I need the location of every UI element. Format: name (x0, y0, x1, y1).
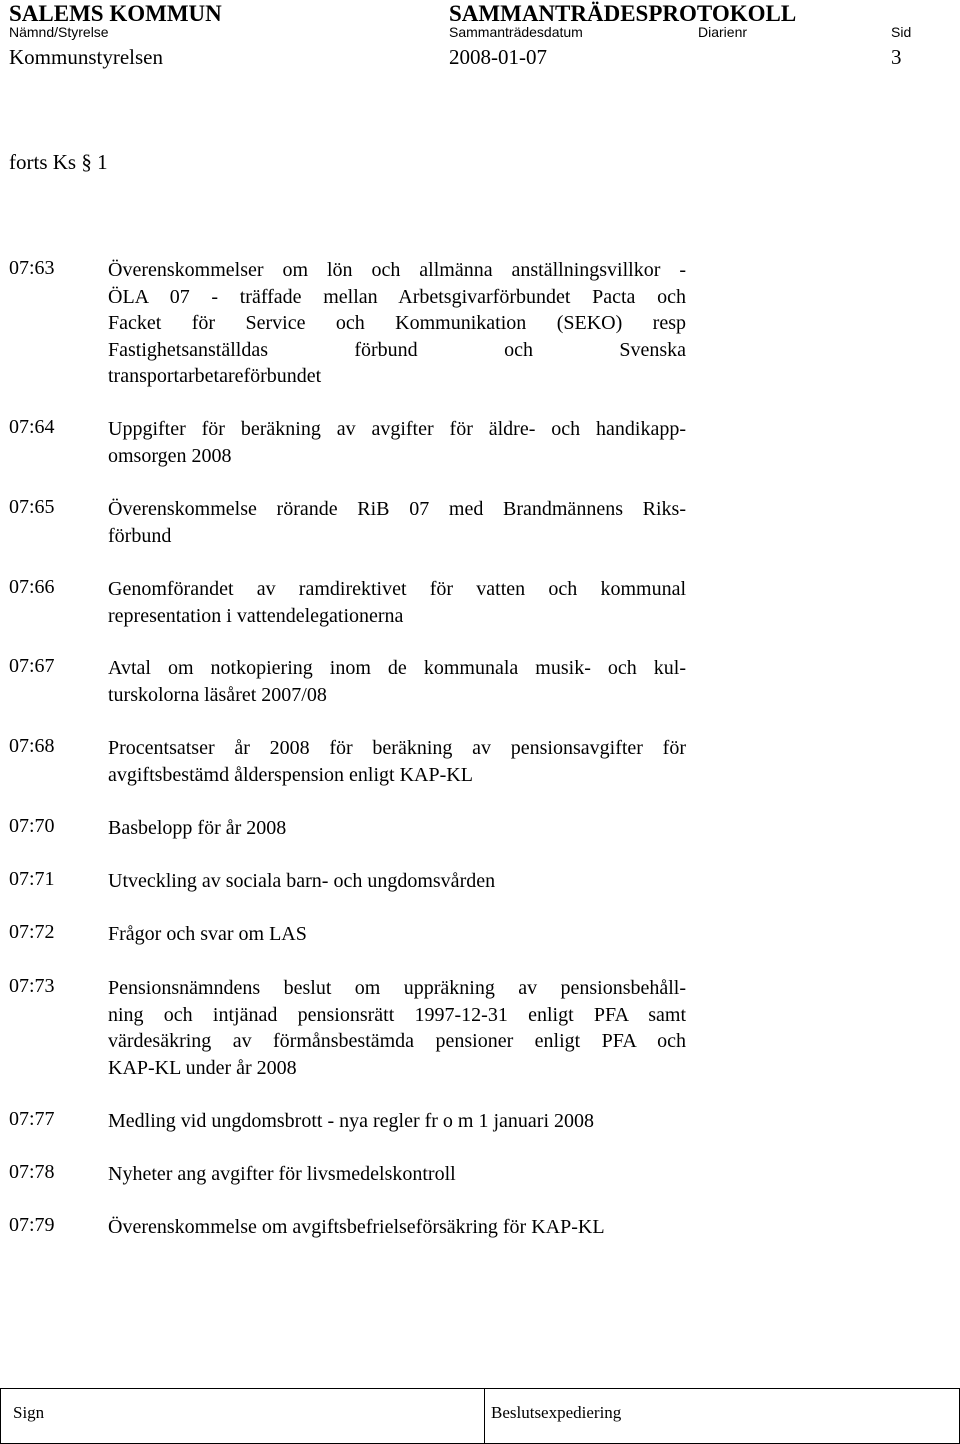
item-text (108, 735, 686, 788)
item-text (108, 868, 686, 895)
sign-label: Sign (13, 1403, 45, 1422)
item-text-line: Uppgifter för beräkning av avgifter för äldre- och handikapp- (108, 418, 686, 440)
item-text (108, 815, 686, 842)
item-text (108, 1161, 686, 1188)
item-number: 07:67 (9, 655, 55, 677)
item-text-line: avgiftsbestämd ålderspension enligt KAP-KL (108, 763, 473, 786)
item-text-line: värdesäkring av förmånsbestämda pensioner enligt PFA och (108, 1030, 686, 1052)
item-number: 07:70 (9, 815, 55, 837)
item-number: 07:63 (9, 257, 55, 279)
meeting-date-value: 2008-01-07 (449, 45, 547, 69)
item-text-line: Nyheter ang avgifter för livsmedelskontroll (108, 1163, 456, 1185)
diary-number-label: Diarienr (698, 24, 748, 40)
board-value: Kommunstyrelsen (9, 45, 163, 69)
item-number: 07:68 (9, 735, 55, 757)
item-text-line: Basbelopp för år 2008 (108, 817, 287, 839)
item-text-line: KAP-KL under år 2008 (108, 1056, 297, 1079)
item-number: 07:66 (9, 576, 55, 598)
item-text-line: Överenskommelse om avgiftsbefrielseförsäkring för KAP-KL (108, 1216, 605, 1238)
item-number: 07:71 (9, 868, 55, 890)
meeting-date-label: Sammanträdesdatum (449, 24, 583, 40)
item-text-line: Facket för Service och Kommunikation (SEKO) resp (108, 312, 686, 334)
item-number: 07:77 (9, 1108, 55, 1130)
item-number: 07:64 (9, 416, 55, 438)
continuation-heading: forts Ks § 1 (9, 150, 108, 174)
item-text-line: ning och intjänad pensionsrätt 1997-12-31 enligt PFA samt (108, 1003, 686, 1026)
item-text (108, 416, 686, 469)
signature-box (0, 1388, 960, 1444)
item-text (108, 975, 686, 1081)
page-number: 3 (891, 45, 902, 69)
item-number: 07:78 (9, 1161, 55, 1183)
item-text-line: Frågor och svar om LAS (108, 923, 307, 945)
item-text-line: Medling vid ungdomsbrott - nya regler fr o m 1 januari 2008 (108, 1110, 595, 1132)
item-text-line: Genomförandet av ramdirektivet för vatten och kommunal (108, 578, 686, 600)
decision-expedition-label: Beslutsexpediering (491, 1403, 622, 1422)
item-number: 07:73 (9, 975, 55, 997)
item-number: 07:79 (9, 1214, 55, 1236)
item-text-line: Pensionsnämndens beslut om uppräkning av pensionsbehåll- (108, 977, 686, 999)
item-text-line: representation i vattendelegationerna (108, 604, 404, 627)
item-text-line: Utveckling av sociala barn- och ungdomsvården (108, 870, 496, 892)
item-text (108, 1108, 686, 1135)
item-text-line: ÖLA 07 - träffade mellan Arbetsgivarförbundet Pacta och (108, 285, 686, 308)
item-text-line: Överenskommelser om lön och allmänna anställningsvillkor - (108, 259, 686, 281)
item-text-line: omsorgen 2008 (108, 444, 232, 467)
item-text-line: Avtal om notkopiering inom de kommunala musik- och kul- (108, 657, 686, 679)
item-text (108, 655, 686, 708)
item-text-line: Fastighetsanställdas förbund och Svenska (108, 338, 686, 361)
municipality-name: SALEMS KOMMUN (9, 1, 222, 26)
item-text (108, 496, 686, 549)
item-text (108, 921, 686, 948)
board-label: Nämnd/Styrelse (9, 24, 109, 40)
item-text (108, 257, 686, 390)
item-text-line: Procentsatser år 2008 för beräkning av pensionsavgifter för (108, 737, 686, 759)
item-text-line: Överenskommelse rörande RiB 07 med Brandmännens Riks- (108, 498, 686, 520)
item-number: 07:65 (9, 496, 55, 518)
item-text (108, 576, 686, 629)
item-text-line: transportarbetareförbundet (108, 365, 322, 387)
item-text (108, 1214, 686, 1241)
item-text-line: förbund (108, 524, 172, 547)
page-label: Sid (891, 24, 912, 40)
document-type: SAMMANTRÄDESPROTOKOLL (449, 1, 797, 26)
footer-divider (484, 1389, 485, 1443)
item-text-line: turskolorna läsåret 2007/08 (108, 683, 327, 706)
item-number: 07:72 (9, 921, 55, 943)
